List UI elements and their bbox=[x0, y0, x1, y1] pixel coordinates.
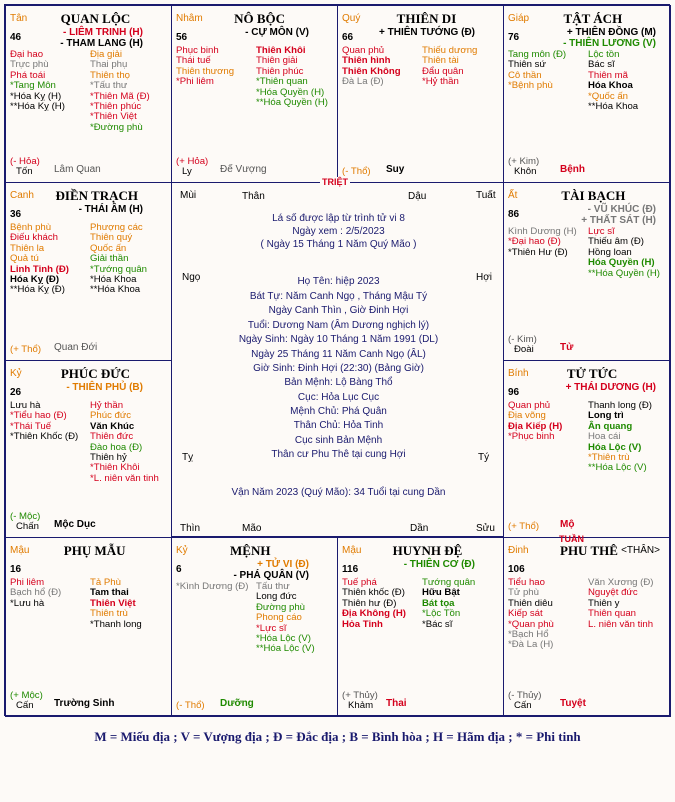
decade-number: 26 bbox=[10, 387, 22, 398]
minor-star: Tướng quân bbox=[422, 577, 476, 588]
minor-stars-right bbox=[422, 46, 477, 88]
palace-element: (- Thổ) bbox=[176, 700, 205, 711]
life-stage: Mộc Dục bbox=[54, 519, 96, 530]
minor-star: Kiếp sát bbox=[508, 608, 543, 620]
minor-stars-left bbox=[508, 578, 554, 651]
palace-element: (+ Hỏa) bbox=[176, 156, 209, 167]
minor-star: Bạch hổ (Đ) bbox=[10, 587, 62, 599]
minor-star: Thiên Khôi bbox=[256, 45, 306, 56]
main-star: - THIÊN PHỦ (B) bbox=[66, 382, 143, 393]
minor-star: Phá toái bbox=[10, 69, 46, 81]
minor-star: Kình Dương (H) bbox=[508, 226, 577, 237]
minor-star: *Thái Tuế bbox=[10, 420, 52, 432]
minor-star: Thiếu âm (Đ) bbox=[588, 236, 644, 248]
center-line-birth-lunar: Ngày 25 Tháng 11 Năm Canh Ngọ (ÂL) bbox=[251, 349, 426, 360]
life-stage: Dưỡng bbox=[220, 698, 254, 709]
palace-tat-ach bbox=[503, 5, 671, 183]
minor-star: Thiên thương bbox=[176, 65, 235, 77]
life-stage: Lâm Quan bbox=[54, 164, 101, 175]
minor-star: Địa Kiếp (H) bbox=[508, 420, 563, 432]
element-and-branch bbox=[176, 701, 205, 711]
main-star: - THAM LANG (H) bbox=[60, 38, 143, 49]
palace-element: (- Kim) bbox=[508, 334, 537, 345]
decade-number: 46 bbox=[10, 32, 22, 43]
stem-label: Kỷ bbox=[176, 545, 188, 556]
minor-star: Thiên quý bbox=[90, 232, 133, 244]
main-star: - LIÊM TRINH (H) bbox=[63, 27, 143, 38]
minor-star: *Đại hao (Đ) bbox=[508, 236, 561, 248]
minor-star: *Đà La (H) bbox=[508, 639, 554, 651]
minor-star: Thiên y bbox=[588, 597, 620, 609]
palace-no-boc bbox=[171, 5, 338, 183]
minor-stars-right bbox=[90, 401, 159, 484]
decade-number: 6 bbox=[176, 564, 182, 575]
minor-stars-right bbox=[588, 578, 654, 630]
minor-star: Điếu khách bbox=[10, 232, 58, 244]
minor-star: *L. niên văn tinh bbox=[90, 472, 159, 484]
minor-star: Bát tọa bbox=[422, 597, 455, 609]
palace-quan-loc bbox=[5, 5, 172, 183]
main-star: + TỬ VI (Đ) bbox=[257, 559, 309, 570]
horoscope-chart bbox=[4, 4, 670, 716]
minor-star: L. niên văn tinh bbox=[588, 618, 654, 630]
minor-stars-right bbox=[256, 46, 328, 108]
minor-star: Thiên hỷ bbox=[90, 451, 127, 463]
element-and-branch bbox=[508, 522, 539, 532]
minor-stars-right bbox=[588, 227, 660, 279]
minor-star: Phúc đức bbox=[90, 410, 132, 422]
minor-star: *Thiên Hư (Đ) bbox=[508, 246, 568, 258]
branch-thin: Thìn bbox=[180, 523, 201, 534]
palace-element: (- Hỏa) bbox=[10, 156, 40, 167]
life-stage: Trường Sinh bbox=[54, 698, 115, 709]
center-line-name: Họ Tên: hiệp 2023 bbox=[297, 276, 380, 287]
minor-stars-left bbox=[342, 578, 406, 630]
branch-mui: Mùi bbox=[180, 190, 197, 201]
element-and-branch bbox=[10, 345, 41, 355]
palace-dien-trach bbox=[5, 182, 172, 361]
center-line-than-cu: Thân cư Phu Thê tại cung Hợi bbox=[271, 449, 406, 460]
minor-star: Tử phù bbox=[508, 587, 539, 599]
minor-stars-right bbox=[588, 401, 652, 474]
minor-star: Long trì bbox=[588, 410, 624, 422]
stem-label: Tân bbox=[10, 13, 28, 24]
minor-star: Thiên la bbox=[10, 242, 45, 254]
minor-star: Giải thần bbox=[90, 253, 129, 265]
stem-label: Mậu bbox=[10, 545, 30, 556]
minor-star: *Phục binh bbox=[508, 431, 555, 443]
minor-star: *Thiên Khốc (Đ) bbox=[10, 431, 79, 443]
branch-dau: Dậu bbox=[408, 191, 427, 202]
decade-number: 116 bbox=[342, 564, 359, 575]
legend: M = Miếu địa ; V = Vượng địa ; Đ = Đắc địa ; B = Bình hòa ; H = Hãm địa ; * = Phi tinh bbox=[94, 729, 581, 744]
minor-star: Thiếu dương bbox=[422, 45, 478, 56]
minor-star: *Thiên Khôi bbox=[90, 462, 140, 474]
branch-than: Thân bbox=[242, 191, 265, 202]
element-and-branch bbox=[342, 167, 371, 177]
stem-label: Quý bbox=[342, 13, 361, 24]
minor-star: Nguyệt đức bbox=[588, 587, 638, 599]
minor-star: *Quan phù bbox=[508, 618, 554, 630]
palace-branch: Ly bbox=[182, 166, 192, 177]
palace-branch: Cấn bbox=[514, 700, 532, 711]
main-star: + THÁI DƯƠNG (H) bbox=[565, 382, 656, 393]
minor-star: Phi liêm bbox=[10, 577, 45, 588]
minor-star: **Hóa Khoa bbox=[90, 284, 141, 296]
decade-number: 56 bbox=[176, 32, 188, 43]
branch-ty-snake: Tỵ bbox=[182, 452, 194, 463]
element-and-branch bbox=[10, 691, 43, 711]
minor-star: Quả tú bbox=[10, 253, 39, 265]
minor-star: Thiên phúc bbox=[256, 65, 304, 77]
stem-label: Canh bbox=[10, 190, 34, 201]
minor-star: **Hóa Kỵ (H) bbox=[10, 100, 65, 112]
minor-star: *Thiên phúc bbox=[90, 100, 142, 112]
minor-star: **Hóa Lộc (V) bbox=[256, 643, 315, 655]
minor-stars-right bbox=[90, 578, 142, 630]
minor-star: Thiên giải bbox=[256, 55, 298, 67]
element-and-branch bbox=[176, 157, 208, 177]
minor-star: *Hóa Lộc (V) bbox=[256, 632, 311, 644]
minor-star: Tam thai bbox=[90, 587, 129, 599]
minor-stars-left bbox=[176, 46, 234, 88]
minor-stars-left bbox=[508, 227, 577, 258]
minor-stars-left bbox=[10, 401, 78, 443]
minor-star: *Lực sĩ bbox=[256, 622, 287, 634]
minor-star: Tuế phá bbox=[342, 577, 377, 588]
minor-star: Ân quang bbox=[588, 420, 633, 432]
palace-branch: Khảm bbox=[348, 700, 374, 711]
minor-star: Địa giải bbox=[90, 49, 122, 60]
element-and-branch bbox=[508, 157, 539, 177]
center-info-panel bbox=[171, 177, 504, 537]
minor-star: *Quốc ấn bbox=[588, 90, 629, 102]
palace-phu-mau bbox=[5, 537, 172, 717]
minor-star: Đẩu quân bbox=[422, 65, 464, 77]
minor-star: Đào hoa (Đ) bbox=[90, 441, 143, 453]
minor-star: *Bạch Hổ bbox=[508, 628, 549, 640]
palace-branch: Đoài bbox=[514, 344, 534, 355]
life-stage: Tử bbox=[560, 342, 574, 353]
minor-star: *Tang Môn bbox=[10, 80, 56, 92]
main-star: - CỰ MÔN (V) bbox=[245, 27, 309, 38]
minor-stars-right bbox=[256, 582, 315, 655]
palace-name: MỆNH bbox=[230, 543, 271, 558]
body-tag: <THÂN> bbox=[621, 545, 660, 556]
minor-star: Văn Khúc bbox=[90, 420, 135, 432]
decade-number: 16 bbox=[10, 564, 22, 575]
minor-star: **Hóa Quyền (H) bbox=[588, 267, 660, 279]
minor-star: Linh Tinh (Đ) bbox=[10, 263, 69, 275]
minor-star: Thai phụ bbox=[90, 59, 128, 71]
minor-star: Thanh long (Đ) bbox=[588, 400, 652, 411]
minor-star: Hoa cái bbox=[588, 431, 621, 443]
minor-stars-left bbox=[342, 46, 401, 88]
minor-star: Đà La (Đ) bbox=[342, 76, 384, 88]
palace-tu-tuc bbox=[503, 360, 671, 538]
tuan-marker: TUẦN bbox=[559, 534, 584, 544]
center-line-cuc: Cục: Hỏa Lục Cục bbox=[297, 392, 380, 403]
palace-phuc-duc bbox=[5, 360, 172, 538]
minor-star: *Thiên Mã (Đ) bbox=[90, 90, 150, 102]
main-star: - THÁI ÂM (H) bbox=[78, 204, 143, 215]
element-and-branch bbox=[508, 691, 541, 711]
minor-stars-left bbox=[176, 582, 248, 592]
palace-element: (+ Kim) bbox=[508, 156, 540, 167]
center-line-view-date: Ngày xem : 2/5/2023 bbox=[292, 226, 385, 237]
main-star: - PHÁ QUÂN (V) bbox=[233, 570, 309, 581]
minor-star: Lực sĩ bbox=[588, 226, 615, 237]
minor-star: *Phi liêm bbox=[176, 76, 214, 88]
minor-star: Thiên Không bbox=[342, 65, 401, 77]
life-stage: Quan Đới bbox=[54, 342, 98, 353]
minor-star: *Lưu hà bbox=[10, 597, 45, 609]
palace-element: (+ Mộc) bbox=[10, 690, 43, 701]
minor-star: *Hóa Kỵ (H) bbox=[10, 90, 62, 102]
minor-stars-right bbox=[422, 578, 475, 630]
minor-star: *Tiểu hao (Đ) bbox=[10, 410, 67, 422]
minor-star: Lưu hà bbox=[10, 400, 41, 411]
minor-star: *Lộc Tồn bbox=[422, 608, 461, 620]
decade-number: 36 bbox=[10, 209, 22, 220]
palace-huynh-de bbox=[337, 537, 504, 717]
minor-star: Thiên sứ bbox=[508, 59, 546, 71]
center-line-menh-chu: Mệnh Chủ: Phá Quân bbox=[290, 406, 387, 417]
center-line-age: Tuổi: Dương Nam (Âm Dương nghịch lý) bbox=[247, 320, 430, 331]
minor-star: *Hỷ thần bbox=[422, 76, 459, 88]
life-stage: Suy bbox=[386, 164, 405, 175]
minor-stars-left bbox=[10, 50, 65, 112]
minor-star: Hóa Lộc (V) bbox=[588, 441, 642, 453]
decade-number: 86 bbox=[508, 209, 520, 220]
branch-mao: Mão bbox=[242, 523, 262, 534]
branch-tuat: Tuất bbox=[476, 190, 496, 201]
minor-star: Quan phủ bbox=[508, 400, 551, 411]
branch-ngo: Ngọ bbox=[182, 272, 201, 283]
branch-hoi: Hợi bbox=[476, 272, 493, 283]
main-star: + THẤT SÁT (H) bbox=[581, 215, 656, 226]
minor-star: Thiên mã bbox=[588, 69, 628, 81]
minor-star: Cô thần bbox=[508, 69, 542, 81]
element-and-branch bbox=[10, 512, 40, 532]
main-star: - THIÊN CƠ (Đ) bbox=[403, 559, 475, 570]
decade-number: 66 bbox=[342, 32, 354, 43]
center-line-than-chu: Thân Chủ: Hỏa Tinh bbox=[293, 420, 384, 431]
minor-star: Hỏa Tinh bbox=[342, 618, 383, 630]
minor-star: **Hóa Khoa bbox=[588, 100, 639, 112]
minor-star: *Thiên quan bbox=[256, 76, 308, 88]
minor-star: *Đường phù bbox=[90, 121, 143, 133]
center-line-birth-solar: Ngày Sinh: Ngày 10 Tháng 1 Năm 1991 (DL) bbox=[238, 334, 439, 345]
minor-star: Lộc tồn bbox=[588, 49, 620, 60]
minor-stars-left bbox=[10, 578, 61, 609]
element-and-branch bbox=[342, 691, 378, 711]
palace-element: (+ Thủy) bbox=[342, 690, 378, 701]
minor-stars-right bbox=[90, 223, 147, 296]
branch-suu: Sửu bbox=[476, 523, 495, 534]
minor-star: *Kình Dương (Đ) bbox=[176, 581, 249, 592]
minor-star: Thiên hư (Đ) bbox=[342, 597, 397, 609]
stem-label: Ất bbox=[508, 190, 518, 201]
palace-name: ĐIỀN TRẠCH bbox=[55, 188, 138, 203]
minor-star: *Thanh long bbox=[90, 618, 142, 630]
minor-star: *Hóa Quyền (H) bbox=[256, 86, 325, 98]
minor-star: *Bệnh phù bbox=[508, 80, 553, 92]
minor-star: Thiên quan bbox=[588, 608, 637, 620]
minor-star: Quốc ấn bbox=[90, 242, 127, 254]
palace-element: (- Thổ) bbox=[342, 166, 371, 177]
decade-number: 96 bbox=[508, 387, 520, 398]
stem-label: Đinh bbox=[508, 545, 529, 556]
minor-star: Tấu thư bbox=[256, 581, 290, 592]
minor-star: Hỷ thần bbox=[90, 400, 124, 411]
decade-number: 76 bbox=[508, 32, 520, 43]
minor-stars-right bbox=[90, 50, 150, 133]
palace-name: TẬT ÁCH bbox=[563, 11, 623, 26]
center-line-ban-menh: Bản Mệnh: Lộ Bàng Thổ bbox=[284, 377, 393, 388]
minor-star: Thiên hình bbox=[342, 55, 391, 67]
minor-star: Quan phủ bbox=[342, 45, 385, 56]
minor-stars-right bbox=[588, 50, 638, 112]
palace-element: (+ Thổ) bbox=[10, 344, 42, 355]
palace-name: PHÚC ĐỨC bbox=[60, 366, 131, 381]
minor-star: Bệnh phù bbox=[10, 222, 52, 233]
palace-name: THIÊN DI bbox=[396, 11, 457, 26]
minor-star: Tang môn (Đ) bbox=[508, 49, 567, 60]
minor-star: Thiên trù bbox=[90, 608, 128, 620]
minor-star: **Hóa Quyền (H) bbox=[256, 96, 328, 108]
minor-star: **Hóa Kỵ (Đ) bbox=[10, 284, 65, 296]
minor-star: Hóa Kỵ (Đ) bbox=[10, 273, 60, 285]
minor-star: Hữu Bật bbox=[422, 587, 460, 599]
center-line-app: Lá số được lập từ trình tử vi 8 bbox=[272, 213, 405, 224]
minor-star: Văn Xương (Đ) bbox=[588, 577, 654, 588]
minor-star: *Tướng quân bbox=[90, 263, 147, 275]
minor-star: Đường phù bbox=[256, 601, 305, 613]
palace-branch: Khôn bbox=[514, 166, 537, 177]
minor-star: Tả Phù bbox=[90, 577, 121, 588]
life-stage: Bệnh bbox=[560, 164, 585, 175]
life-stage: Đế Vượng bbox=[220, 164, 267, 175]
palace-branch: Cấn bbox=[16, 700, 34, 711]
center-line-lunar-view-date: ( Ngày 15 Tháng 1 Năm Quý Mão ) bbox=[260, 239, 417, 250]
minor-star: Long đức bbox=[256, 591, 297, 603]
life-stage: Tuyệt bbox=[560, 698, 586, 709]
minor-star: Địa võng bbox=[508, 410, 546, 422]
branch-ty-rat: Tý bbox=[478, 452, 490, 463]
minor-star: Thiên thọ bbox=[90, 69, 131, 81]
palace-branch: Tốn bbox=[16, 166, 33, 177]
palace-menh bbox=[171, 537, 338, 717]
palace-branch: Chấn bbox=[16, 521, 39, 532]
palace-name: PHỤ MẪU bbox=[63, 543, 126, 558]
triet-marker: TRIỆT bbox=[322, 177, 348, 187]
minor-stars-left bbox=[10, 223, 69, 296]
palace-name: TỬ TỨC bbox=[566, 366, 618, 381]
life-stage: Thai bbox=[386, 698, 407, 709]
minor-star: Đại hao bbox=[10, 49, 44, 60]
minor-star: *Tấu thư bbox=[90, 80, 128, 92]
palace-element: (- Thủy) bbox=[508, 690, 542, 701]
element-and-branch bbox=[508, 335, 537, 355]
palace-tai-bach bbox=[503, 182, 671, 361]
element-and-branch bbox=[10, 157, 40, 177]
minor-star: Bác sĩ bbox=[588, 59, 615, 71]
palace-phu-the bbox=[503, 537, 671, 717]
center-line-cuc-sinh: Cục sinh Bản Mệnh bbox=[294, 435, 383, 446]
main-star: - THIÊN LƯƠNG (V) bbox=[563, 38, 656, 49]
minor-star: Địa Không (H) bbox=[342, 608, 406, 620]
minor-star: *Hóa Khoa bbox=[90, 273, 137, 285]
minor-star: Thiên tài bbox=[422, 55, 459, 67]
main-star: - VŨ KHÚC (Đ) bbox=[587, 204, 656, 215]
palace-name: TÀI BẠCH bbox=[561, 188, 626, 203]
palace-name: PHU THÊ bbox=[560, 543, 618, 558]
minor-star: *Bác sĩ bbox=[422, 618, 453, 630]
palace-name: QUAN LỘC bbox=[60, 11, 131, 26]
minor-star: Hồng loan bbox=[588, 246, 632, 258]
center-line-bat-tu: Bát Tự: Năm Canh Ngọ , Tháng Mậu Tý bbox=[249, 291, 428, 302]
palace-name: HUYNH ĐỆ bbox=[392, 543, 463, 558]
minor-star: Thiên diêu bbox=[508, 597, 553, 609]
stem-label: Giáp bbox=[508, 13, 530, 24]
minor-star: Thái tuế bbox=[176, 55, 211, 67]
stem-label: Bính bbox=[508, 368, 529, 379]
minor-star: *Thiên Việt bbox=[90, 111, 137, 123]
minor-star: Tiểu hao bbox=[508, 577, 545, 588]
minor-star: Thiên khốc (Đ) bbox=[342, 587, 405, 599]
minor-star: Thiên Việt bbox=[90, 597, 136, 609]
minor-star: Trực phù bbox=[10, 59, 49, 71]
minor-star: Phong cáo bbox=[256, 612, 302, 624]
palace-element: (- Mộc) bbox=[10, 511, 41, 522]
stem-label: Nhâm bbox=[176, 13, 203, 24]
minor-star: **Hóa Lộc (V) bbox=[588, 462, 647, 474]
minor-star: *Thiên trù bbox=[588, 451, 630, 463]
minor-star: Phượng các bbox=[90, 222, 143, 233]
minor-star: Thiên đức bbox=[90, 431, 134, 443]
center-line-day-hour: Ngày Canh Thìn , Giờ Đinh Hợi bbox=[268, 305, 409, 316]
center-line-birth-hour: Giờ Sinh: Đinh Hợi (22:30) (Bảng Giờ) bbox=[253, 363, 424, 374]
stem-label: Kỷ bbox=[10, 368, 22, 379]
main-star: + THIÊN TƯỚNG (Đ) bbox=[379, 27, 475, 38]
minor-star: Phục binh bbox=[176, 45, 219, 56]
palace-name: NÔ BỘC bbox=[234, 11, 286, 26]
main-star: + THIÊN ĐỒNG (M) bbox=[566, 27, 656, 38]
minor-stars-left bbox=[508, 401, 562, 443]
minor-stars-left bbox=[508, 50, 566, 92]
life-stage: Mộ bbox=[560, 519, 575, 530]
decade-number: 106 bbox=[508, 564, 525, 575]
palace-thien-di bbox=[337, 5, 504, 183]
center-line-van-nam: Vận Năm 2023 (Quý Mão): 34 Tuổi tại cung Dần bbox=[231, 487, 446, 498]
minor-star: Hóa Khoa bbox=[588, 80, 633, 92]
minor-star: Hóa Quyền (H) bbox=[588, 257, 655, 269]
stem-label: Mậu bbox=[342, 545, 362, 556]
palace-element: (+ Thổ) bbox=[508, 521, 540, 532]
branch-dan: Dần bbox=[410, 523, 429, 534]
